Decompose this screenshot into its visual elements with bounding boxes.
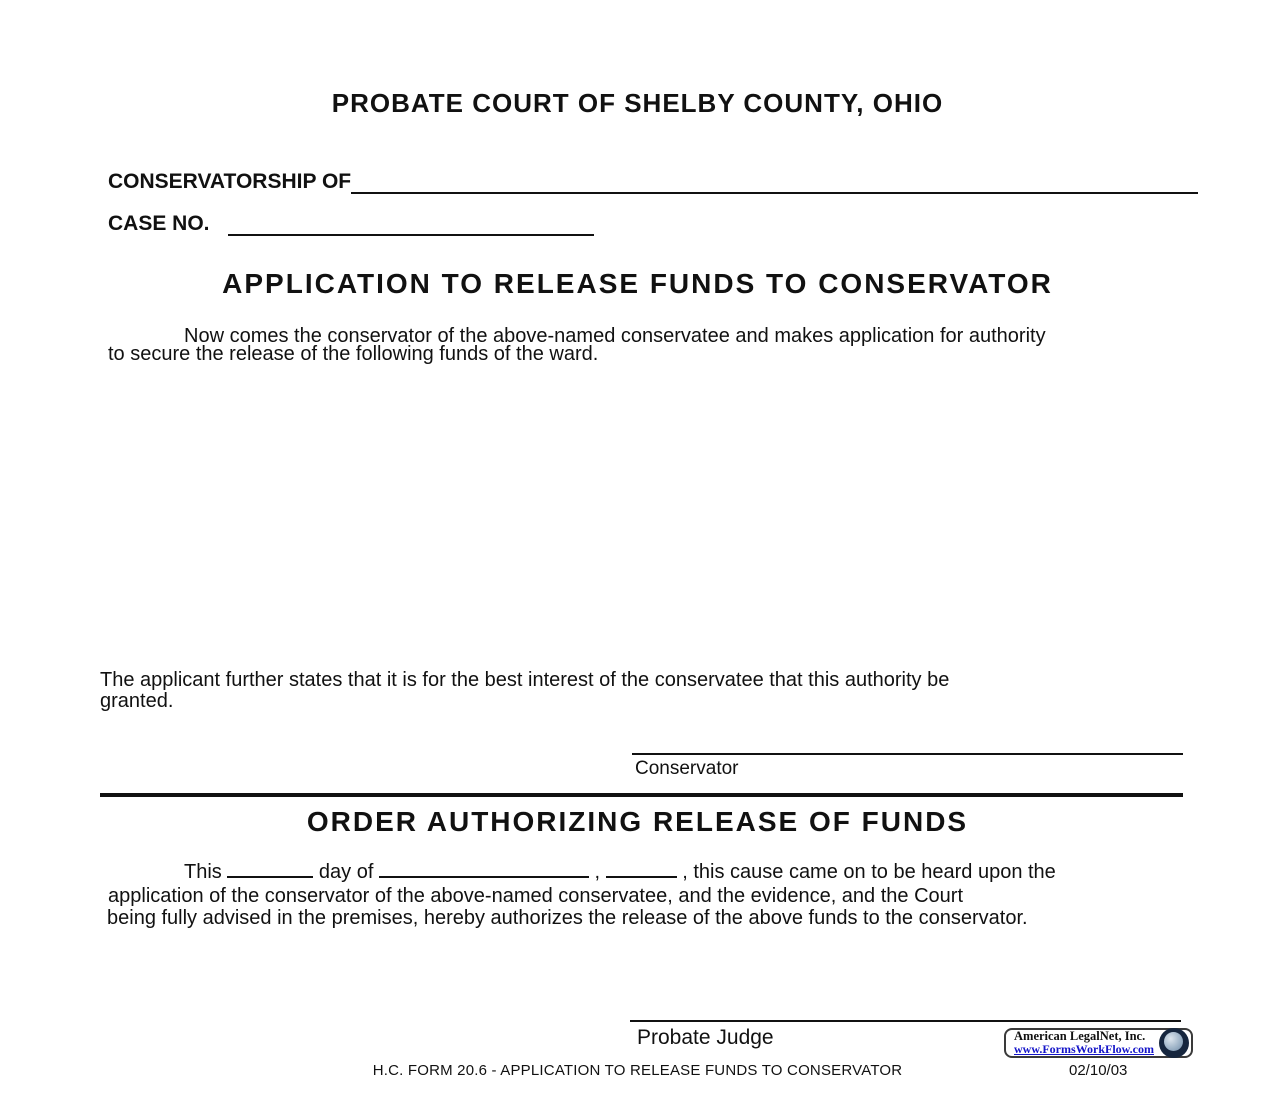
court-title: PROBATE COURT OF SHELBY COUNTY, OHIO [331, 88, 944, 118]
month-field[interactable] [379, 862, 589, 878]
order-body-line-3: being fully advised in the premises, hereby authorizes the release of the above funds to the conservator. [107, 907, 1028, 929]
footer-form-id: H.C. FORM 20.6 - APPLICATION TO RELEASE FUNDS TO CONSERVATOR [372, 1062, 903, 1079]
conservator-label: Conservator [635, 758, 739, 779]
logo-text-block [1014, 1030, 1154, 1056]
probate-judge-label: Probate Judge [637, 1026, 774, 1049]
order-text-this: This [184, 861, 222, 883]
judge-signature-line[interactable] [630, 1020, 1181, 1022]
case-number-label: CASE NO. [108, 212, 210, 235]
order-text-comma: , [594, 861, 601, 883]
further-statement-line-2: granted. [100, 690, 174, 712]
application-body-line-2: to secure the release of the following funds of the ward. [108, 343, 599, 365]
section-divider [100, 793, 1183, 797]
conservatorship-row [108, 170, 1198, 194]
case-number-row [108, 212, 708, 236]
footer-date: 02/10/03 [1069, 1062, 1128, 1079]
case-number-field[interactable] [228, 214, 594, 236]
order-text-day-of: day of [318, 861, 374, 883]
application-body-line-1: Now comes the conservator of the above-named conservatee and makes application for authority [184, 325, 1046, 347]
formsworkflow-link[interactable]: www.FormsWorkFlow.com [1014, 1042, 1154, 1056]
application-heading: APPLICATION TO RELEASE FUNDS TO CONSERVATOR [222, 268, 1053, 299]
logo-company-name: American LegalNet, Inc. [1014, 1029, 1146, 1043]
conservatorship-label: CONSERVATORSHIP OF [108, 170, 352, 193]
order-body-line-2: application of the conservator of the above-named conservatee, and the evidence, and the Court [108, 885, 963, 907]
globe-icon [1159, 1028, 1189, 1058]
american-legalnet-logo [1004, 1028, 1193, 1058]
further-statement-line-1: The applicant further states that it is for the best interest of the conservatee that this authority be [100, 669, 950, 691]
funds-list-area[interactable] [108, 372, 1183, 652]
conservatorship-field[interactable] [351, 172, 1198, 194]
order-body-line-1 [184, 860, 1056, 885]
year-field[interactable] [606, 862, 677, 878]
conservator-signature-line[interactable] [632, 753, 1183, 755]
day-field[interactable] [227, 862, 313, 878]
order-heading: ORDER AUTHORIZING RELEASE OF FUNDS [306, 806, 969, 837]
order-text-cause: , this cause came on to be heard upon the [682, 861, 1056, 883]
